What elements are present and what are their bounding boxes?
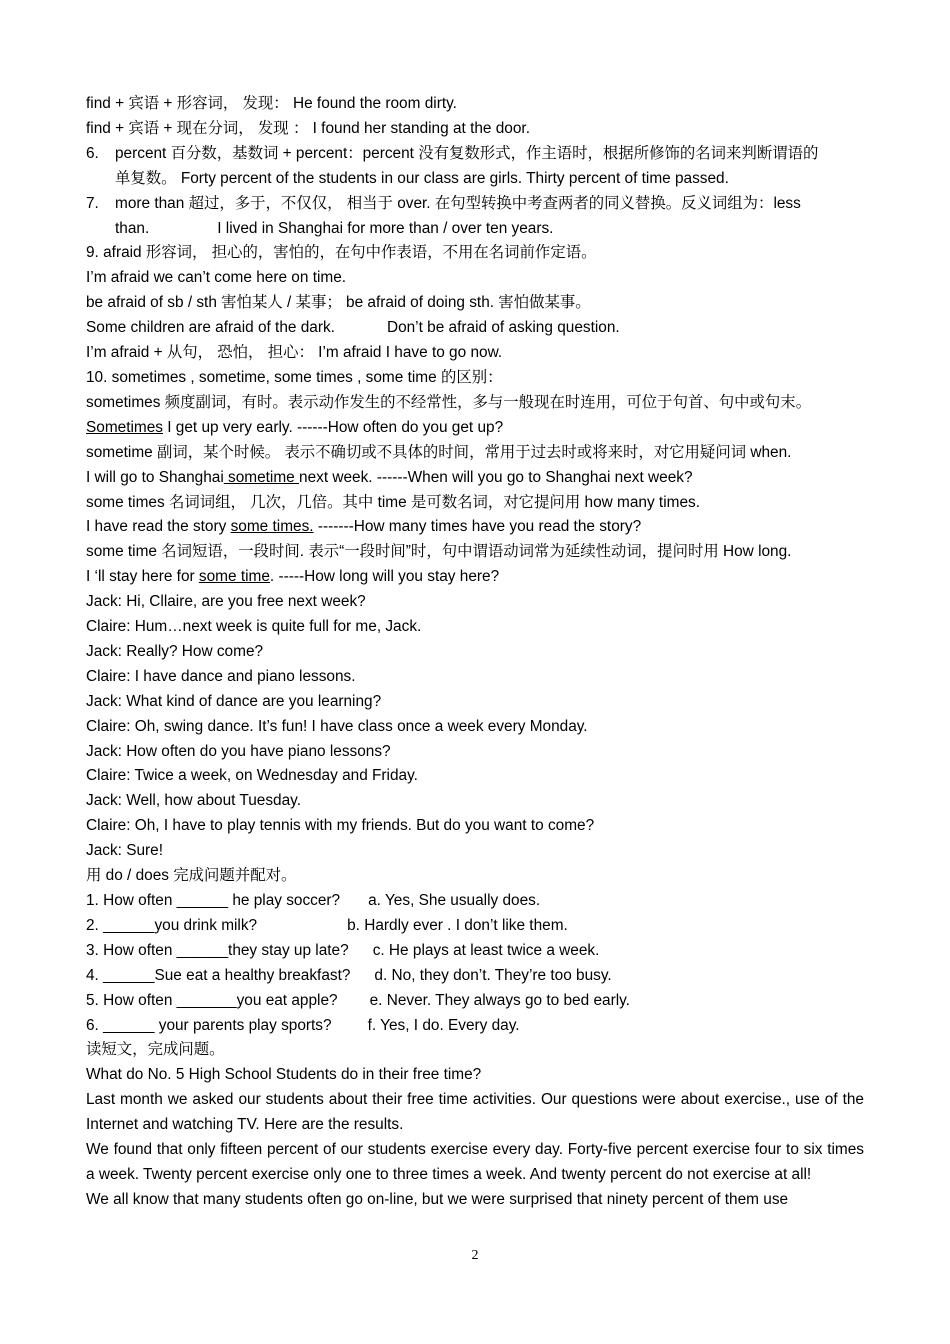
exercise-question: 6. ______ your parents play sports? — [86, 1016, 332, 1034]
page-number: 2 — [471, 1248, 479, 1263]
exercise-answer: e. Never. They always go to bed early. — [369, 991, 630, 1009]
dialogue-line: Jack: Well, how about Tuesday. — [86, 792, 302, 810]
exercise-item — [86, 964, 864, 989]
exercise-item — [86, 1014, 864, 1039]
text-line: 单复数。 Forty percent of the students in our class are girls. Thirty percent of time passed. — [115, 169, 729, 187]
text-line: 9. afraid 形容词， 担心的，害怕的，在句中作表语，不用在名词前作定语。 — [86, 244, 597, 262]
exercise-answer: b. Hardly ever . I don’t like them. — [347, 916, 568, 934]
dialogue-line: Jack: Sure! — [86, 842, 163, 860]
text-fragment: Some children are afraid of the dark. — [86, 319, 335, 337]
underlined-word: Sometimes — [86, 418, 163, 436]
text-line: sometime 副词，某个时候。 表示不确切或不具体的时间，常用于过去时或将来时，对它用疑问词 when. — [86, 443, 792, 461]
text-line: some times 名词词组， 几次，几倍。其中 time 是可数名词，对它提问用 how many times. — [86, 493, 700, 511]
text-line: find + 宾语 + 现在分词， 发现 ： I found her standing at the door. — [86, 119, 530, 137]
text-fragment: than. — [115, 219, 150, 237]
reading-title: 读短文，完成问题。 — [86, 1041, 225, 1059]
text-line: 10. sometimes , sometime, some times , some time 的区别： — [86, 368, 503, 386]
text-line: I’m afraid + 从句， 恐怕， 担心： I’m afraid I have to go now. — [86, 344, 503, 362]
exercise — [86, 864, 864, 1038]
text-line: I’m afraid we can’t come here on time. — [86, 269, 347, 287]
text-fragment: I have read the story — [86, 518, 231, 536]
text-fragment: I ‘ll stay here for — [86, 568, 199, 586]
dialogue — [86, 590, 864, 864]
exercise-answer: d. No, they don’t. They’re too busy. — [374, 966, 612, 984]
item-6 — [86, 142, 864, 192]
text-line: more than 超过，多于，不仅仅， 相当于 over. 在句型转换中考查两者的同义替换。反义词组为：less — [115, 194, 801, 212]
dialogue-line: Claire: I have dance and piano lessons. — [86, 667, 356, 685]
underlined-word: some time — [198, 568, 270, 586]
text-line: some time 名词短语，一段时间. 表示“一段时间”时，句中谓语动词常为延续性动词，提问时用 How long. — [86, 543, 792, 561]
underlined-word: sometime — [223, 468, 300, 486]
exercise-answer: f. Yes, I do. Every day. — [367, 1016, 520, 1034]
text-fragment: I get up very early. ------How often do you get up? — [162, 418, 504, 436]
text-fragment: I will go to Shanghai — [86, 468, 224, 486]
text-fragment: -------How many times have you read the story? — [313, 518, 642, 536]
exercise-title: 用 do / does 完成问题并配对。 — [86, 867, 297, 885]
text-fragment: I lived in Shanghai for more than / over ten years. — [217, 219, 554, 237]
exercise-question: 4. ______Sue eat a healthy breakfast? — [86, 966, 351, 984]
exercise-item — [86, 914, 864, 939]
dialogue-line: Jack: Really? How come? — [86, 642, 264, 660]
exercise-item — [86, 889, 864, 914]
document-body — [86, 92, 864, 1213]
reading-paragraph: We found that only fifteen percent of our students exercise every day. Forty-five percent exercise four to six times a week. Twenty percent exercise only one to three times a week. And twenty percent do not exercise at all! — [86, 1141, 864, 1183]
text-line: sometimes 频度副词，有时。表示动作发生的不经常性，多与一般现在时连用，可位于句首、句中或句末。 — [86, 393, 812, 411]
text-line: be afraid of sb / sth 害怕某人 / 某事； be afraid of doing sth. 害怕做某事。 — [86, 294, 591, 312]
exercise-question: 1. How often ______ he play soccer? — [86, 892, 341, 909]
reading-paragraph: We all know that many students often go on-line, but we were surprised that ninety percent of them use — [86, 1190, 789, 1208]
dialogue-line: Claire: Hum…next week is quite full for me, Jack. — [86, 618, 422, 636]
dialogue-line: Claire: Twice a week, on Wednesday and Friday. — [86, 767, 418, 785]
dialogue-line: Jack: How often do you have piano lessons? — [86, 742, 391, 760]
exercise-item — [86, 989, 864, 1014]
dialogue-line: Jack: Hi, Cllaire, are you free next week? — [86, 593, 366, 611]
text-line: percent 百分数，基数词 + percent：percent 没有复数形式，作主语时，根据所修饰的名词来判断谓语的 — [115, 144, 819, 162]
dialogue-line: Jack: What kind of dance are you learning? — [86, 692, 382, 710]
exercise-question: 5. How often _______you eat apple? — [86, 991, 338, 1009]
text-fragment: . -----How long will you stay here? — [269, 568, 500, 586]
exercise-answer: c. He plays at least twice a week. — [372, 941, 600, 959]
item-7 — [86, 192, 864, 242]
text-fragment: Don’t be afraid of asking question. — [386, 319, 620, 337]
dialogue-line: Claire: Oh, swing dance. It’s fun! I have class once a week every Monday. — [86, 717, 588, 735]
exercise-answer: a. Yes, She usually does. — [368, 892, 541, 909]
reading-section — [86, 1038, 864, 1212]
exercise-question: 2. ______you drink milk? — [86, 916, 258, 934]
underlined-word: some times. — [230, 518, 314, 536]
text-fragment: next week. ------When will you go to Shanghai next week? — [299, 468, 693, 486]
reading-paragraph: Last month we asked our students about their free time activities. Our questions were about exercise., use of the Internet and watching TV. Here are the results. — [86, 1091, 864, 1134]
text-line: find + 宾语 + 形容词， 发现： He found the room dirty. — [86, 95, 457, 112]
item-number: 6. — [86, 144, 99, 162]
reading-question: What do No. 5 High School Students do in their free time? — [86, 1066, 482, 1084]
exercise-item — [86, 939, 864, 964]
dialogue-line: Claire: Oh, I have to play tennis with my friends. But do you want to come? — [86, 817, 595, 835]
item-number: 7. — [86, 194, 99, 212]
exercise-question: 3. How often ______they stay up late? — [86, 941, 349, 959]
